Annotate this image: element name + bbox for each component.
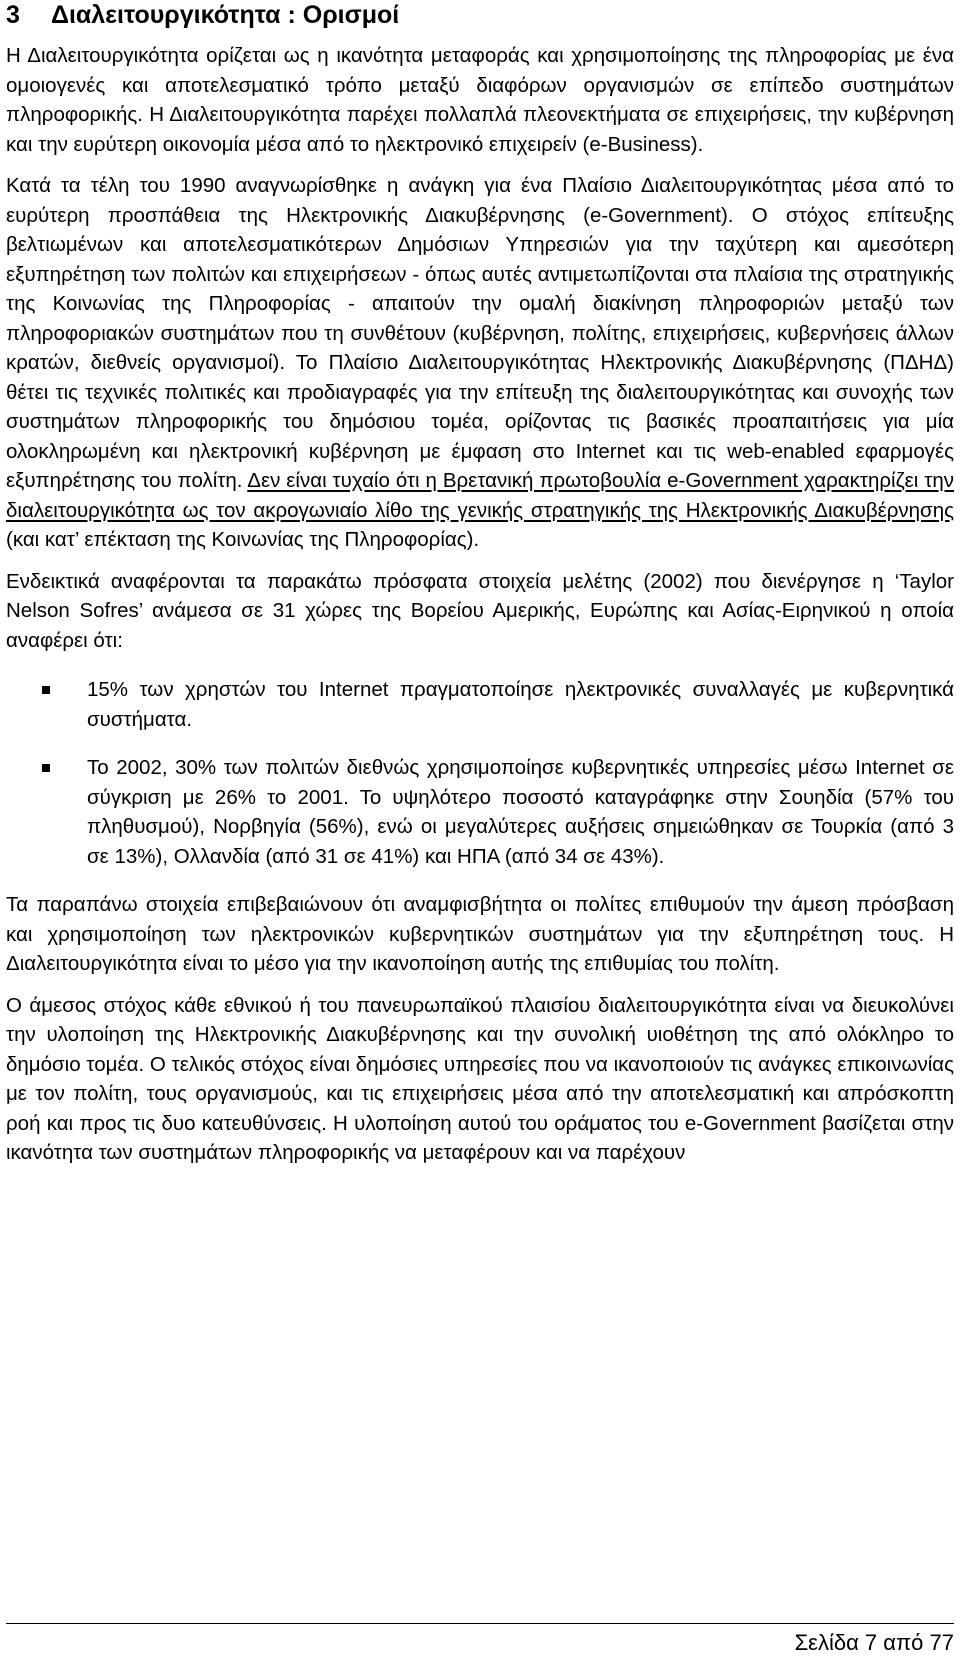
square-bullet-icon <box>42 686 50 694</box>
section-title: Διαλειτουργικότητα : Ορισμοί <box>51 1 400 29</box>
paragraph-framework-text: Κατά τα τέλη του 1990 αναγνωρίσθηκε η ανάγκη για ένα Πλαίσιο Διαλειτουργικότητας μέσα από το ευρύτερη προσπάθεια της Ηλεκτρονικής Διακυβέρνησης (e-Government). Ο στόχος επίτευξης βελτιωμένων και αποτελεσματικότερων Δημόσιων Υπηρεσιών για την ταχύτερη και αμεσότερη εξυπηρέτηση των πολιτών και επιχειρήσεων - όπως αυτές αντιμετωπίζονται στα πλαίσια της στρατηγικής της Κοινωνίας της Πληροφορίας - απαιτούν την ομαλή διακίνηση πληροφοριών μεταξύ των πληροφοριακών συστημάτων που τη συνθέτουν (κυβέρνηση, πολίτης, επιχειρήσεις, κυβερνήσεις άλλων κρατών, διεθνείς οργανισμοί). Το Πλαίσιο Διαλειτουργικότητας Ηλεκτρονικής Διακυβέρνησης (ΠΔΗΔ) θέτει τις τεχνικές πολιτικές και προδιαγραφές για την επίτευξη της διαλειτουργικότητας και συνοχής των συστημάτων πληροφορικής του δημόσιου τομέα, ορίζοντας τις βασικές προαπαιτήσεις για μία ολοκληρωμένη και ηλεκτρονική κυβέρνηση με έμφαση στο Internet και τις web-enabled εφαρμογές εξυπηρέτησης του πολίτη. <box>6 174 954 492</box>
underlined-statement: Δεν είναι τυχαίο ότι η Βρετανική πρωτοβουλία e-Government χαρακτηρίζει την διαλειτουργικότητα ως τον ακρογωνιαίο λίθο της γενικής στρατηγικής της Ηλεκτρονικής Διακυβέρνησης <box>6 469 955 522</box>
section-heading <box>6 0 954 30</box>
list-item-text: 15% των χρηστών του Internet πραγματοποίησε ηλεκτρονικές συναλλαγές με κυβερνητικά συστήματα. <box>87 678 954 731</box>
footer-divider <box>6 1623 954 1624</box>
paragraph-framework <box>6 171 954 555</box>
square-bullet-icon <box>42 764 50 772</box>
section-number: 3 <box>6 1 20 29</box>
paragraph-goal: Ο άμεσος στόχος κάθε εθνικού ή του πανευρωπαϊκού πλαισίου διαλειτουργικότητα είναι να διευκολύνει την υλοποίηση της Ηλεκτρονικής Διακυβέρνησης και την συνολική υιοθέτηση της από ολόκληρο το δημόσιο τομέα. Ο τελικός στόχος είναι δημόσιες υπηρεσίες που να ικανοποιούν τις ανάγκες επικοινωνίας με τον πολίτη, τους οργανισμούς, και τις επιχειρήσεις μέσα από την αποτελεσματική και απρόσκοπτη ροή και προς τις δυο κατευθύνσεις. Η υλοποίηση αυτού του οράματος του e-Government βασίζεται στην ικανότητα των συστημάτων πληροφορικής να μεταφέρουν και να παρέχουν <box>6 993 954 1164</box>
list-item <box>6 675 954 734</box>
statistics-list <box>6 675 954 871</box>
document-page <box>6 0 954 1168</box>
paragraph-definition: Η Διαλειτουργικότητα ορίζεται ως η ικανότητα μεταφοράς και χρησιμοποίησης της πληροφορίας με ένα ομοιογενές και αποτελεσματικό τρόπο μεταξύ διαφόρων οργανισμών σε επίπεδο συστημάτων πληροφορικής. Η Διαλειτουργικότητα παρέχει πολλαπλά πλεονεκτήματα σε επιχειρήσεις, την κυβέρνηση και την ευρύτερη οικονομία μέσα από το ηλεκτρονικό επιχειρείν (e-Business). <box>6 44 954 156</box>
paragraph-study: Ενδεικτικά αναφέρονται τα παρακάτω πρόσφατα στοιχεία μελέτης (2002) που διενέργησε η ‘Taylor Nelson Sofres’ ανάμεσα σε 31 χώρες της Βορείου Αμερικής, Ευρώπης και Ασίας-Ειρηνικού η οποία αναφέρει ότι: <box>6 569 954 652</box>
paragraph-conclusion: Τα παραπάνω στοιχεία επιβεβαιώνουν ότι αναμφισβήτητα οι πολίτες επιθυμούν την άμεση πρόσβαση και χρησιμοποίηση των ηλεκτρονικών κυβερνητικών συστημάτων για την εξυπηρέτηση τους. Η Διαλειτουργικότητα είναι το μέσο για την ικανοποίηση αυτής της επιθυμίας του πολίτη. <box>6 893 954 975</box>
page-number: Σελίδα 7 από 77 <box>794 1630 954 1655</box>
list-item-text: Το 2002, 30% των πολιτών διεθνώς χρησιμοποίησε κυβερνητικές υπηρεσίες μέσω Internet σε σύγκριση με 26% το 2001. Το υψηλότερο ποσοστό καταγράφηκε στην Σουηδία (57% του πληθυσμού), Νορβηγία (56%), ενώ οι μεγαλύτερες αυξήσεις σημειώθηκαν σε Τουρκία (από 3 σε 13%), Ολλανδία (από 31 σε 41%) και ΗΠΑ (από 34 σε 43%). <box>87 756 954 868</box>
paragraph-framework-tail: (και κατ’ επέκταση της Κοινωνίας της Πληροφορίας). <box>6 528 480 551</box>
list-item <box>6 753 954 871</box>
